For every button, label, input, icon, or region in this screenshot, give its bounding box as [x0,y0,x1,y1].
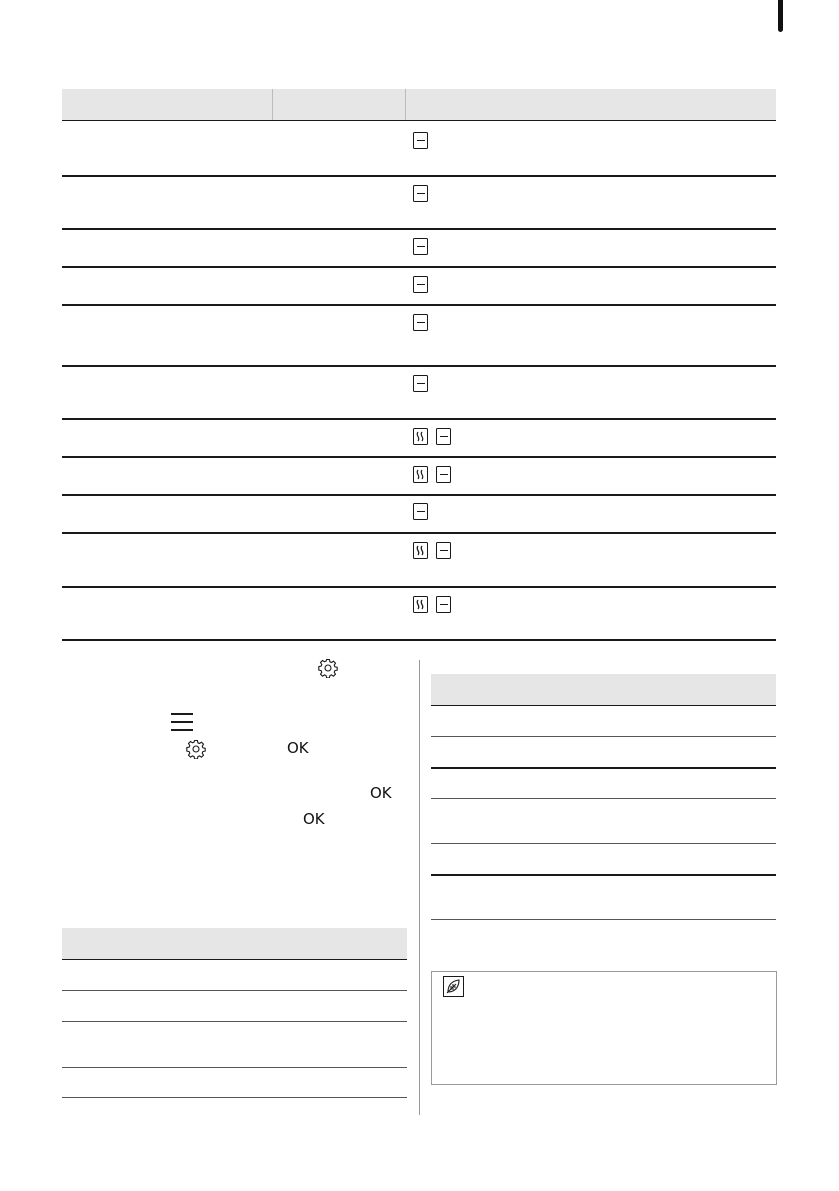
row-divider [431,767,776,769]
heating-element-icon [413,375,428,392]
row-divider [431,874,776,876]
row-divider [62,1067,407,1068]
heating-element-icon [413,132,428,149]
row-divider [431,798,776,799]
heating-element-icon [413,185,428,202]
ok-key-label: OK [287,739,309,757]
row-divider [62,1021,407,1022]
heating-element-icon [413,238,428,255]
hamburger-menu-icon [171,712,193,732]
row-divider [62,266,776,268]
row-divider [62,990,407,991]
ok-key-label: OK [370,784,392,802]
row-divider [62,365,776,367]
steam-icon [413,466,428,483]
steam-icon [413,596,428,613]
row-divider [62,532,776,534]
row-divider [62,456,776,458]
row-divider [431,736,776,737]
gear-icon [318,658,338,678]
heating-element-icon [436,596,451,613]
steam-icon [413,542,428,559]
header-divider [405,89,406,120]
row-divider [62,494,776,496]
row-divider [62,175,776,177]
row-divider [62,586,776,588]
table-header [62,89,776,121]
row-divider [62,228,776,230]
heating-element-icon [413,314,428,331]
leaf-icon [443,976,464,997]
table-header [62,928,407,960]
row-divider [62,1097,407,1098]
row-divider [62,639,776,641]
heating-element-icon [436,542,451,559]
ok-key-label: OK [303,810,325,828]
heating-element-icon [436,466,451,483]
heating-element-icon [436,428,451,445]
row-divider [62,418,776,420]
gear-icon [186,739,206,759]
row-divider [431,919,776,920]
heating-element-icon [413,276,428,293]
column-divider [419,660,420,1115]
row-divider [431,843,776,844]
heating-element-icon [413,503,428,520]
page-edge-marker [778,0,783,32]
header-divider [272,89,273,120]
steam-icon [413,428,428,445]
row-divider [62,304,776,306]
table-header [431,674,776,706]
environment-note-box [431,971,777,1085]
